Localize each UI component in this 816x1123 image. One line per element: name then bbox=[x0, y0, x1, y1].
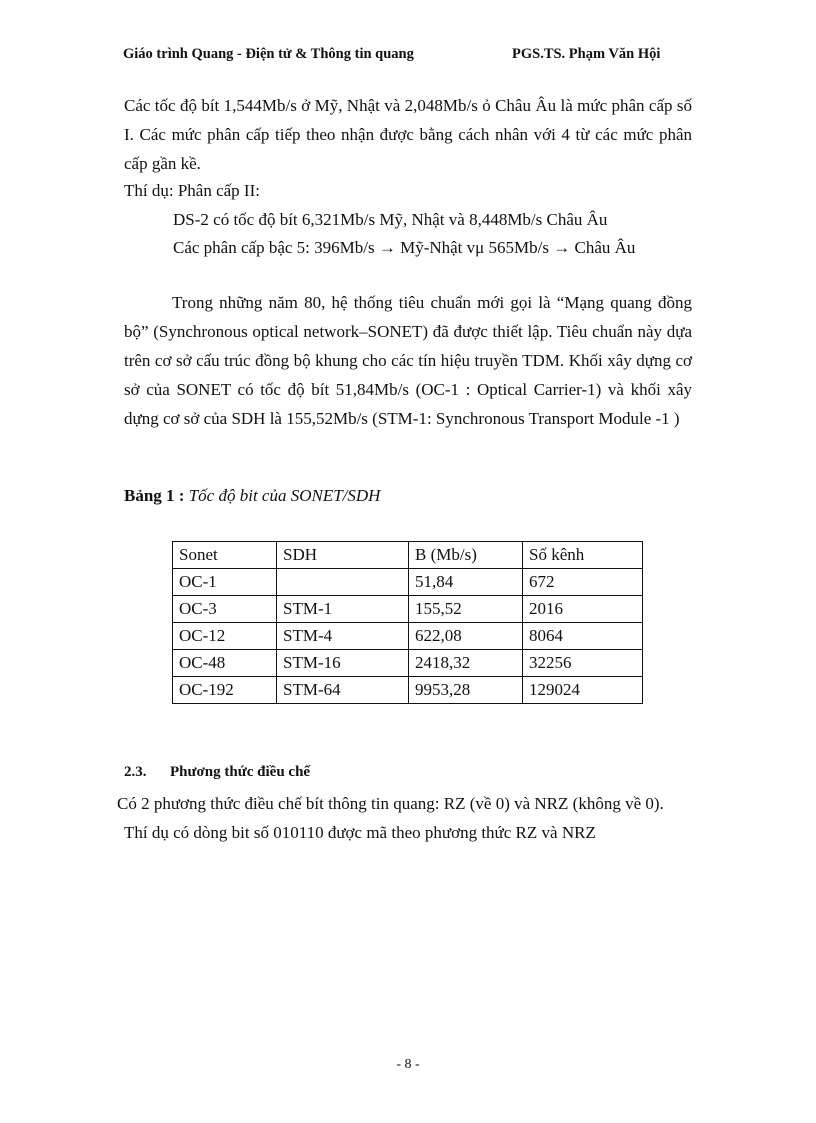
example-intro: Thí dụ: Phân cấp II: bbox=[124, 181, 260, 200]
table-row bbox=[173, 596, 643, 623]
header-cell-bitrate: B (Mb/s) bbox=[409, 542, 523, 569]
table-cell: 129024 bbox=[523, 677, 643, 704]
header-cell-sdh: SDH bbox=[277, 542, 409, 569]
table-cell: OC-192 bbox=[173, 677, 277, 704]
section-line-2: Thí dụ có dòng bit số 010110 được mã theo phương thức RZ và NRZ bbox=[124, 823, 596, 842]
table-cell: OC-12 bbox=[173, 623, 277, 650]
table-cell: 9953,28 bbox=[409, 677, 523, 704]
table-cell: 622,08 bbox=[409, 623, 523, 650]
table-row bbox=[173, 650, 643, 677]
table-header-row bbox=[173, 542, 643, 569]
example-line-level5: Các phân cấp bậc 5: 396Mb/s → Mỹ-Nhật vμ 565Mb/s → Châu Âu bbox=[173, 238, 636, 257]
table-cell: STM-4 bbox=[277, 623, 409, 650]
table-cell: OC-3 bbox=[173, 596, 277, 623]
section-title: Phương thức điều chế bbox=[170, 764, 311, 780]
table-cell: OC-48 bbox=[173, 650, 277, 677]
table-caption-title: Tốc độ bit của SONET/SDH bbox=[188, 486, 381, 505]
section-heading bbox=[124, 764, 310, 781]
table-cell: STM-16 bbox=[277, 650, 409, 677]
header-course-title: Giáo trình Quang - Điện tử & Thông tin quang bbox=[123, 46, 414, 62]
table-cell: STM-1 bbox=[277, 596, 409, 623]
table-caption bbox=[124, 486, 380, 506]
table-cell: 32256 bbox=[523, 650, 643, 677]
section-number: 2.3. bbox=[124, 764, 147, 780]
sonet-sdh-table bbox=[172, 541, 643, 704]
page-number: - 8 - bbox=[396, 1057, 420, 1072]
example-line-ds2: DS-2 có tốc độ bít 6,321Mb/s Mỹ, Nhật và 8,448Mb/s Châu Âu bbox=[173, 210, 608, 229]
table-row bbox=[173, 623, 643, 650]
table-caption-label: Bảng 1 : bbox=[124, 486, 185, 505]
page-header bbox=[123, 46, 693, 68]
table-cell: 2016 bbox=[523, 596, 643, 623]
table-row bbox=[173, 677, 643, 704]
table-cell bbox=[277, 569, 409, 596]
table-row bbox=[173, 569, 643, 596]
table-cell: 51,84 bbox=[409, 569, 523, 596]
table-cell: STM-64 bbox=[277, 677, 409, 704]
section-line-1: Có 2 phương thức điều chế bít thông tin quang: RZ (về 0) và NRZ (không về 0). bbox=[117, 794, 664, 813]
table-cell: 8064 bbox=[523, 623, 643, 650]
table-cell: 2418,32 bbox=[409, 650, 523, 677]
paragraph-sonet: Trong những năm 80, hệ thống tiêu chuẩn mới gọi là “Mạng quang đồng bộ” (Synchronous optical network–SONET) đã được thiết lập. Tiêu chuẩn này dựa trên cơ sở cấu trúc đồng bộ khung cho các tín hiệu truyền TDM. Khối xây dựng cơ sở của SONET có tốc độ bít 51,84Mb/s (OC-1 : Optical Carrier-1) và khối xây dựng cơ sở của SDH là 155,52Mb/s (STM-1: Synchronous Transport Module -1 ) bbox=[124, 293, 692, 428]
header-author: PGS.TS. Phạm Văn Hội bbox=[512, 46, 661, 62]
table-cell: OC-1 bbox=[173, 569, 277, 596]
header-cell-sonet: Sonet bbox=[173, 542, 277, 569]
paragraph-bitrate-hierarchy: Các tốc độ bít 1,544Mb/s ở Mỹ, Nhật và 2,048Mb/s ỏ Châu Âu là mức phân cấp số I. Các mức phân cấp tiếp theo nhận được bằng cách nhân với 4 từ các mức phân cấp gần kề. bbox=[124, 96, 692, 173]
header-cell-channels: Số kênh bbox=[523, 542, 643, 569]
table-cell: 672 bbox=[523, 569, 643, 596]
table-cell: 155,52 bbox=[409, 596, 523, 623]
